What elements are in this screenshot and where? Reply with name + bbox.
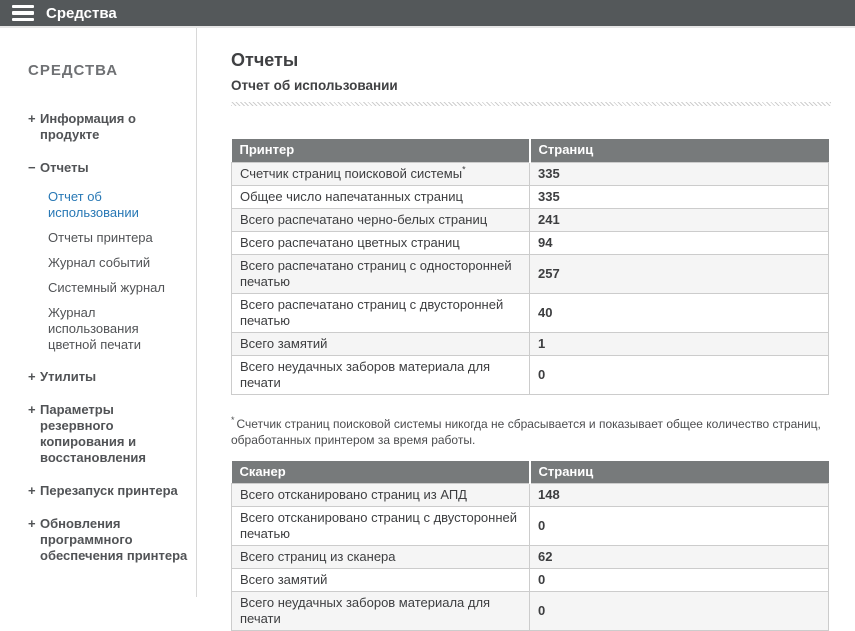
row-label: Общее число напечатанных страниц — [232, 185, 530, 208]
row-label: Всего замятий — [232, 569, 530, 592]
divider — [231, 102, 831, 106]
sidebar-item-label: Параметры резервного копирования и восстановления — [40, 402, 188, 466]
row-label: Всего распечатано страниц с двусторонней печатью — [232, 293, 530, 332]
table-row — [232, 569, 829, 592]
row-label: Всего страниц из сканера — [232, 546, 530, 569]
table-row — [232, 592, 829, 631]
top-bar — [0, 0, 855, 28]
table-row — [232, 332, 829, 355]
table-header-row — [232, 461, 829, 484]
sidebar-item-label: Отчеты — [40, 160, 89, 176]
row-value: 0 — [530, 592, 829, 631]
row-label: Всего неудачных заборов материала для печати — [232, 592, 530, 631]
scanner-usage-table — [231, 461, 829, 631]
app-title: Средства — [46, 5, 117, 22]
sidebar-item-printer-restart[interactable] — [28, 483, 188, 499]
table-row — [232, 293, 829, 332]
row-value: 335 — [530, 185, 829, 208]
column-header-scanner: Сканер — [232, 461, 530, 484]
column-header-pages: Страниц — [530, 139, 829, 162]
column-header-pages: Страниц — [530, 461, 829, 484]
main-content — [197, 28, 855, 597]
table-row — [232, 185, 829, 208]
table-row — [232, 208, 829, 231]
sidebar-item-utilities[interactable] — [28, 369, 188, 385]
row-label: Всего распечатано цветных страниц — [232, 231, 530, 254]
hamburger-menu-icon[interactable] — [12, 5, 34, 22]
sidebar — [0, 28, 197, 597]
page-title: Отчеты — [231, 50, 831, 71]
expand-icon[interactable]: + — [28, 402, 40, 466]
sidebar-item-reports[interactable] — [28, 160, 188, 176]
row-value: 40 — [530, 293, 829, 332]
expand-icon[interactable]: + — [28, 516, 40, 564]
row-value: 241 — [530, 208, 829, 231]
row-label: Всего распечатано страниц с односторонней печатью — [232, 254, 530, 293]
table-header-row — [232, 139, 829, 162]
row-value: 0 — [530, 569, 829, 592]
row-label: Всего отсканировано страниц с двусторонней печатью — [232, 507, 530, 546]
row-value: 335 — [530, 162, 829, 185]
page-subtitle: Отчет об использовании — [231, 78, 831, 93]
row-value: 1 — [530, 332, 829, 355]
footnote — [231, 412, 831, 448]
sidebar-item-product-info[interactable] — [28, 111, 188, 143]
sidebar-item-system-log[interactable]: Системный журнал — [48, 280, 188, 296]
sidebar-item-event-log[interactable]: Журнал событий — [48, 255, 188, 271]
row-value: 257 — [530, 254, 829, 293]
sidebar-item-color-usage-log[interactable]: Журнал использования цветной печати — [48, 305, 188, 353]
footnote-text: Счетчик страниц поисковой системы никогда не сбрасывается и показывает общее количество страниц, обработанных принтером за время работы. — [231, 417, 821, 447]
row-label: Всего замятий — [232, 332, 530, 355]
row-label: Всего неудачных заборов материала для печати — [232, 355, 530, 394]
sidebar-item-label: Перезапуск принтера — [40, 483, 178, 499]
table-row — [232, 254, 829, 293]
expand-icon[interactable]: + — [28, 483, 40, 499]
footnote-marker: * — [231, 415, 235, 425]
sidebar-item-printer-reports[interactable]: Отчеты принтера — [48, 230, 188, 246]
row-label: Счетчик страниц поисковой системы — [240, 166, 462, 181]
sidebar-heading: СРЕДСТВА — [28, 62, 188, 79]
table-row — [232, 231, 829, 254]
row-value: 148 — [530, 484, 829, 507]
sidebar-item-backup-restore[interactable] — [28, 402, 188, 466]
printer-usage-table — [231, 139, 829, 395]
sidebar-item-usage-report[interactable]: Отчет об использовании — [48, 189, 188, 221]
row-label: Всего распечатано черно-белых страниц — [232, 208, 530, 231]
footnote-marker: * — [462, 164, 466, 174]
row-label: Всего отсканировано страниц из АПД — [232, 484, 530, 507]
row-value: 0 — [530, 507, 829, 546]
sidebar-item-label: Обновления программного обеспечения принтера — [40, 516, 188, 564]
table-row — [232, 162, 829, 185]
row-value: 0 — [530, 355, 829, 394]
sidebar-item-label: Утилиты — [40, 369, 96, 385]
row-value: 94 — [530, 231, 829, 254]
collapse-icon[interactable]: − — [28, 160, 40, 176]
expand-icon[interactable]: + — [28, 111, 40, 143]
table-row — [232, 546, 829, 569]
sidebar-item-label: Информация о продукте — [40, 111, 188, 143]
table-row — [232, 484, 829, 507]
reports-sub-list — [48, 189, 188, 353]
expand-icon[interactable]: + — [28, 369, 40, 385]
column-header-printer: Принтер — [232, 139, 530, 162]
table-row — [232, 355, 829, 394]
row-value: 62 — [530, 546, 829, 569]
table-row — [232, 507, 829, 546]
sidebar-item-firmware-updates[interactable] — [28, 516, 188, 564]
